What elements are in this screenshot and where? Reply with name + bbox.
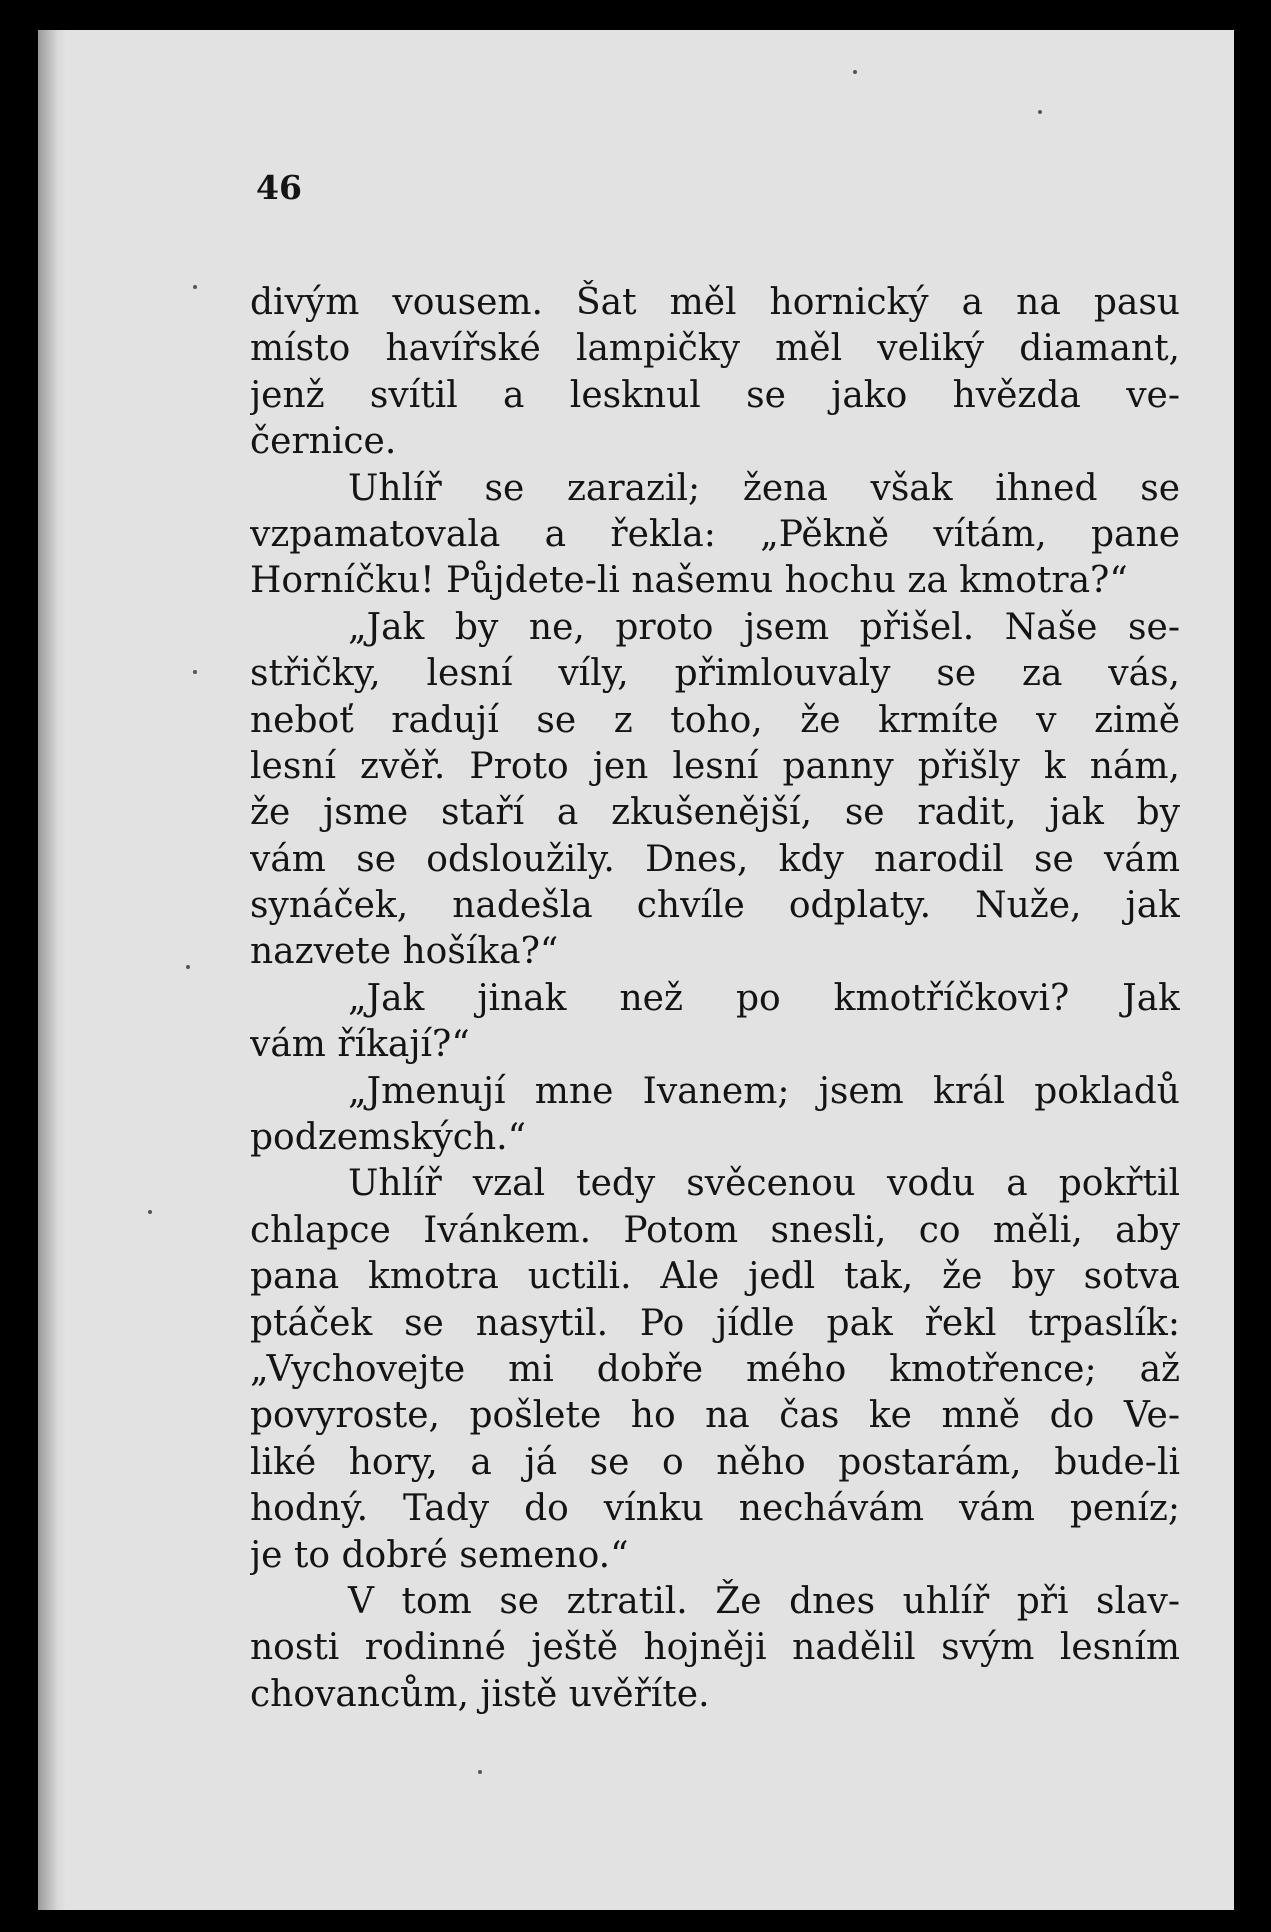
paper-speck bbox=[186, 965, 190, 969]
text-line: ptáček se nasytil. Po jídle pak řekl trpaslík: bbox=[250, 1302, 1180, 1344]
text-line: Horníčku! Půjdete-li našemu hochu za kmotra?“ bbox=[250, 560, 1128, 602]
text-line: Uhlíř se zarazil; žena však ihned se bbox=[348, 467, 1180, 509]
text-line: jenž svítil a lesknul se jako hvězda ve- bbox=[250, 374, 1180, 416]
paper-speck bbox=[193, 670, 197, 674]
paper-speck bbox=[148, 1210, 152, 1214]
text-line: vám říkají?“ bbox=[250, 1024, 470, 1066]
text-line: pana kmotra uctili. Ale jedl tak, že by sotva bbox=[250, 1256, 1180, 1298]
text-line: hodný. Tady do vínku nechávám vám peníz; bbox=[250, 1488, 1180, 1530]
text-line: nazvete hošíka?“ bbox=[250, 931, 559, 973]
text-line: „Vychovejte mi dobře mého kmotřence; až bbox=[250, 1348, 1180, 1390]
body-text bbox=[250, 280, 1180, 1718]
text-line: místo havířské lampičky měl veliký diamant, bbox=[250, 328, 1180, 370]
text-line: V tom se ztratil. Že dnes uhlíř při slav- bbox=[348, 1580, 1180, 1622]
page-number: 46 bbox=[256, 168, 302, 207]
text-line: že jsme staří a zkušenější, se radit, jak by bbox=[250, 792, 1180, 834]
paper-speck bbox=[1038, 110, 1042, 114]
text-line: chovancům, jistě uvěříte. bbox=[250, 1673, 710, 1715]
text-line: synáček, nadešla chvíle odplaty. Nuže, jak bbox=[250, 885, 1180, 927]
paper-speck bbox=[478, 1770, 482, 1774]
paper-speck bbox=[853, 70, 857, 74]
text-line: vzpamatovala a řekla: „Pěkně vítám, pane bbox=[250, 513, 1180, 555]
paper-speck bbox=[193, 285, 197, 289]
book-page bbox=[38, 30, 1234, 1910]
page-gutter-shadow bbox=[38, 30, 66, 1910]
text-line: je to dobré semeno.“ bbox=[250, 1534, 629, 1576]
text-line: vám se odsloužily. Dnes, kdy narodil se vám bbox=[250, 838, 1180, 880]
text-line: černice. bbox=[250, 421, 397, 463]
text-line: střičky, lesní víly, přimlouvaly se za vás, bbox=[250, 653, 1180, 695]
text-line: nosti rodinné ještě hojněji nadělil svým lesním bbox=[250, 1627, 1180, 1669]
text-line: podzemských.“ bbox=[250, 1117, 526, 1159]
text-line: Uhlíř vzal tedy svěcenou vodu a pokřtil bbox=[348, 1163, 1180, 1205]
text-line: liké hory, a já se o něho postarám, bude-li bbox=[250, 1441, 1180, 1483]
text-line: divým vousem. Šat měl hornický a na pasu bbox=[250, 282, 1180, 323]
text-line: povyroste, pošlete ho na čas ke mně do Ve- bbox=[250, 1395, 1180, 1437]
text-line: „Jak by ne, proto jsem přišel. Naše se- bbox=[348, 606, 1180, 648]
text-line: chlapce Ivánkem. Potom snesli, co měli, aby bbox=[250, 1209, 1180, 1251]
text-line: „Jak jinak než po kmotříčkovi? Jak bbox=[348, 977, 1180, 1019]
text-line: „Jmenují mne Ivanem; jsem král pokladů bbox=[348, 1070, 1180, 1112]
text-line: neboť radují se z toho, že krmíte v zimě bbox=[250, 699, 1180, 741]
text-line: lesní zvěř. Proto jen lesní panny přišly k nám, bbox=[250, 745, 1180, 787]
